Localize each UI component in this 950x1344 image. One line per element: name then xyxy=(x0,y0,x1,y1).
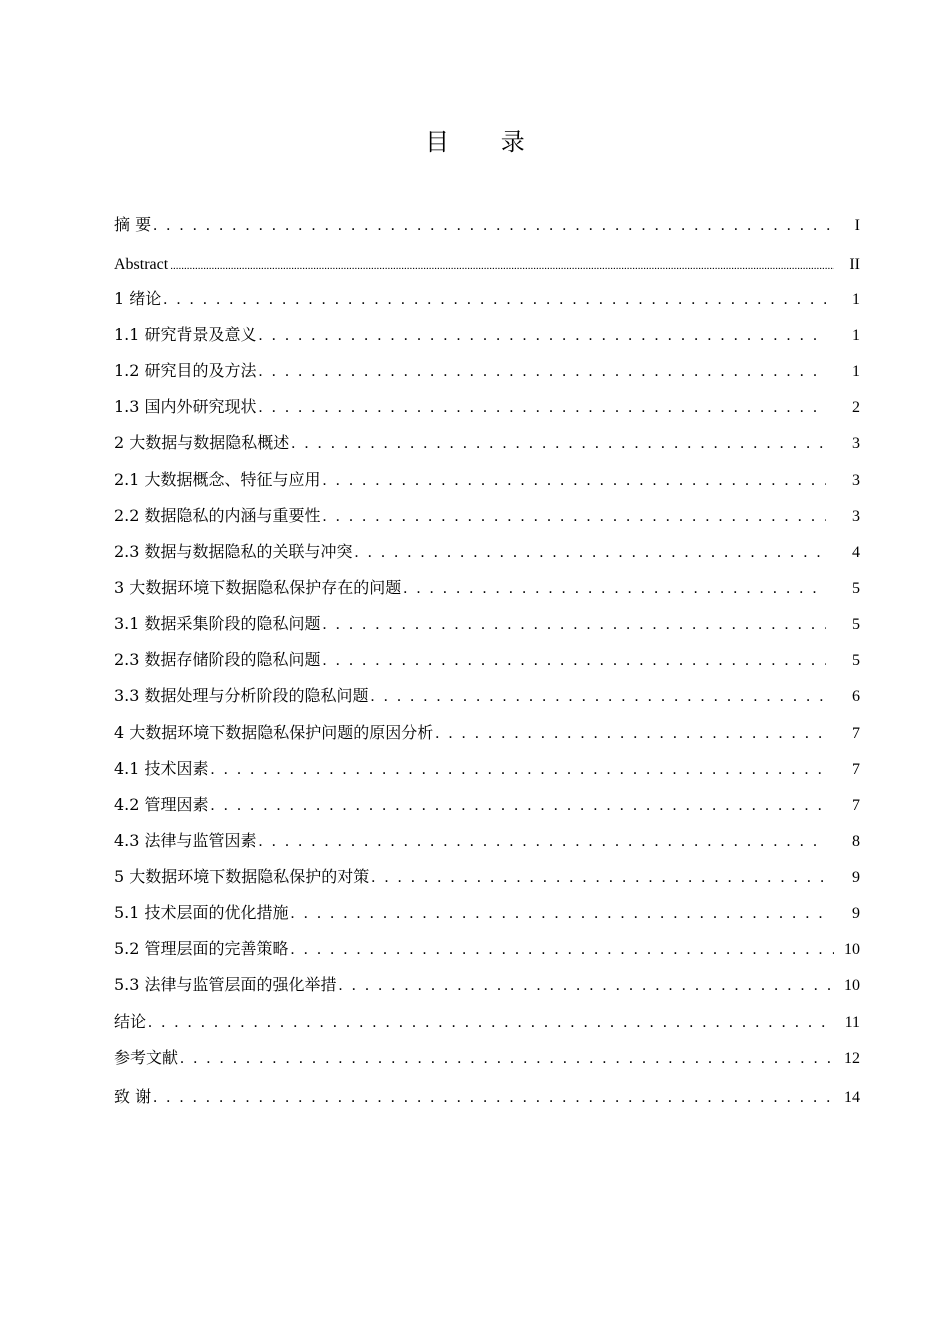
toc-entry-label: 4.2 管理因素 xyxy=(114,795,209,814)
toc-entry[interactable] xyxy=(114,939,860,960)
toc-entry[interactable] xyxy=(114,975,860,996)
toc-entry-label: 1.2 研究目的及方法 xyxy=(114,361,257,380)
toc-leader-dots xyxy=(291,904,826,924)
toc-leader-dots xyxy=(163,290,826,310)
toc-entry-page-number: 2 xyxy=(852,399,860,416)
toc-leader-dots xyxy=(153,1088,834,1108)
toc-entry[interactable] xyxy=(114,255,860,276)
toc-entry-page-number: 8 xyxy=(852,833,860,850)
toc-entry-label: 摘 要 xyxy=(114,215,152,234)
toc-entry-label: 2.3 数据存储阶段的隐私问题 xyxy=(114,650,321,669)
toc-leader-dots xyxy=(211,760,826,780)
toc-entry-label: 4.3 法律与监管因素 xyxy=(114,831,257,850)
toc-entry[interactable] xyxy=(114,1087,860,1108)
toc-entry-label: 致 谢 xyxy=(114,1087,152,1106)
toc-entry-page-number: 1 xyxy=(852,363,860,380)
toc-entry-page-number: 7 xyxy=(852,797,860,814)
toc-entry-label: 2.2 数据隐私的内涵与重要性 xyxy=(114,506,321,525)
toc-entry-page-number: 1 xyxy=(852,327,860,344)
toc-entry-page-number: 3 xyxy=(852,472,860,489)
toc-entry-page-number: 7 xyxy=(852,761,860,778)
toc-entry-label: 5 大数据环境下数据隐私保护的对策 xyxy=(114,867,370,886)
toc-entry[interactable] xyxy=(114,506,860,527)
toc-entry-page-number: 10 xyxy=(844,977,860,994)
toc-entry-page-number: 3 xyxy=(852,508,860,525)
toc-entry-page-number: 5 xyxy=(852,652,860,669)
toc-entry-label: 5.3 法律与监管层面的强化举措 xyxy=(114,975,337,994)
toc-entry-label: 2.3 数据与数据隐私的关联与冲突 xyxy=(114,542,353,561)
toc-entry[interactable] xyxy=(114,433,860,454)
toc-entry[interactable] xyxy=(114,1048,860,1069)
toc-entry[interactable] xyxy=(114,397,860,418)
toc-entry-page-number: 14 xyxy=(844,1089,860,1106)
toc-leader-dots xyxy=(371,868,826,888)
toc-entry-label: 3.3 数据处理与分析阶段的隐私问题 xyxy=(114,686,369,705)
toc-entry-label: 2 大数据与数据隐私概述 xyxy=(114,433,290,452)
toc-leader-dots xyxy=(148,1013,834,1033)
toc-leader-dots xyxy=(259,398,826,418)
toc-entry-label: 3.1 数据采集阶段的隐私问题 xyxy=(114,614,321,633)
toc-entry[interactable] xyxy=(114,542,860,563)
toc-leader-dots xyxy=(259,832,826,852)
toc-leader-dots xyxy=(323,651,826,671)
toc-leader-dots xyxy=(291,434,826,454)
toc-leader-dots xyxy=(323,615,826,635)
toc-entry-page-number: 11 xyxy=(844,1014,860,1031)
toc-entry-label: 1 绪论 xyxy=(114,289,162,308)
toc-entry-label: 3 大数据环境下数据隐私保护存在的问题 xyxy=(114,578,402,597)
toc-leader-dots xyxy=(211,796,826,816)
toc-leader-dots xyxy=(323,507,826,527)
toc-entry-page-number: 4 xyxy=(852,544,860,561)
toc-entry[interactable] xyxy=(114,289,860,310)
toc-entry[interactable] xyxy=(114,470,860,491)
toc-leader-dots xyxy=(291,940,834,960)
toc-leader-dots xyxy=(403,579,826,599)
toc-entry[interactable] xyxy=(114,361,860,382)
toc-entry-page-number: 10 xyxy=(844,941,860,958)
toc-entry[interactable] xyxy=(114,795,860,816)
toc-entry-page-number: 6 xyxy=(852,688,860,705)
toc-leader-dots xyxy=(153,216,834,236)
toc-entry-page-number: 5 xyxy=(852,580,860,597)
toc-entry-page-number: 3 xyxy=(852,435,860,452)
toc-leader-dots xyxy=(180,1049,834,1069)
toc-entry[interactable] xyxy=(114,759,860,780)
toc-entry-page-number: 9 xyxy=(852,869,860,886)
toc-entry-page-number: 1 xyxy=(852,291,860,308)
toc-entry-label: Abstract xyxy=(114,256,169,273)
toc-entry-label: 2.1 大数据概念、特征与应用 xyxy=(114,470,321,489)
toc-leader-dots xyxy=(371,687,826,707)
toc-entry[interactable] xyxy=(114,867,860,888)
toc-leader-dots xyxy=(323,471,826,491)
toc-leader-dots xyxy=(259,326,826,346)
toc-entry[interactable] xyxy=(114,686,860,707)
toc-entry[interactable] xyxy=(114,215,860,236)
toc-leader-dots xyxy=(435,724,826,744)
toc-entry-page-number: I xyxy=(854,217,860,234)
toc-entry-page-number: 5 xyxy=(852,616,860,633)
toc-entry-page-number: 12 xyxy=(844,1050,860,1067)
toc-entry-label: 参考文献 xyxy=(114,1048,179,1067)
toc-entry[interactable] xyxy=(114,1012,860,1033)
toc-entry-label: 5.1 技术层面的优化措施 xyxy=(114,903,289,922)
toc-entry-label: 4 大数据环境下数据隐私保护问题的原因分析 xyxy=(114,723,434,742)
toc-entry-label: 5.2 管理层面的完善策略 xyxy=(114,939,289,958)
toc-entry[interactable] xyxy=(114,723,860,744)
toc-entry[interactable] xyxy=(114,614,860,635)
toc-entry[interactable] xyxy=(114,650,860,671)
toc-leader-dots xyxy=(355,543,826,563)
toc-entry[interactable] xyxy=(114,578,860,599)
toc-entry-page-number: 9 xyxy=(852,905,860,922)
toc-entry-label: 1.3 国内外研究现状 xyxy=(114,397,257,416)
toc-leader-dots xyxy=(339,976,834,996)
toc-entry-label: 1.1 研究背景及意义 xyxy=(114,325,257,344)
toc-entry-page-number: II xyxy=(849,256,860,273)
toc-entry[interactable] xyxy=(114,903,860,924)
page-title: 目 录 xyxy=(425,128,547,156)
toc-entry[interactable] xyxy=(114,325,860,346)
toc-entry-page-number: 7 xyxy=(852,725,860,742)
toc-leader-dots xyxy=(170,256,834,276)
toc-entry-label: 结论 xyxy=(114,1012,147,1031)
toc-entry[interactable] xyxy=(114,831,860,852)
toc-entry-label: 4.1 技术因素 xyxy=(114,759,209,778)
toc-leader-dots xyxy=(259,362,826,382)
